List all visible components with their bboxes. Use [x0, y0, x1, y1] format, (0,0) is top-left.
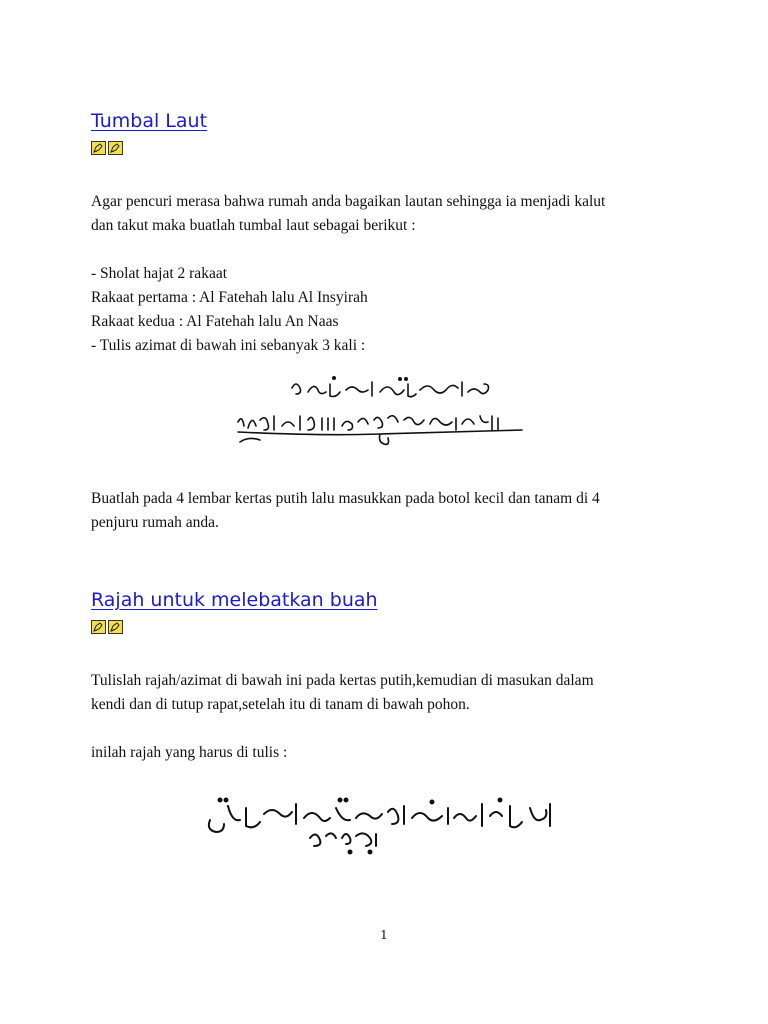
text-line: inilah rajah yang harus di tulis :	[91, 744, 288, 761]
pen-on-paper-icon	[91, 141, 106, 155]
text-line: Buatlah pada 4 lembar kertas putih lalu masukkan pada botol kecil dan tanam di 4	[91, 490, 600, 507]
azimat-handwriting-image	[230, 370, 530, 460]
text-line: Tulislah rajah/azimat di bawah ini pada kertas putih,kemudian di masukan dalam	[91, 672, 594, 689]
rajah-handwriting-image	[200, 790, 570, 860]
pen-on-paper-icon	[108, 141, 123, 155]
page-number: 1	[380, 928, 388, 942]
step-item: Rakaat pertama : Al Fatehah lalu Al Insyirah	[91, 289, 368, 306]
section-icons	[91, 620, 123, 634]
text-line: penjuru rumah anda.	[91, 514, 219, 531]
text-line: dan takut maka buatlah tumbal laut sebagai berikut :	[91, 217, 416, 234]
section-title-rajah-buah[interactable]: Rajah untuk melebatkan buah	[91, 589, 378, 611]
step-item: - Tulis azimat di bawah ini sebanyak 3 kali :	[91, 337, 366, 354]
text-line: Agar pencuri merasa bahwa rumah anda bagaikan lautan sehingga ia menjadi kalut	[91, 193, 606, 210]
text-line: kendi dan di tutup rapat,setelah itu di tanam di bawah pohon.	[91, 696, 470, 713]
section-title-tumbal-laut[interactable]: Tumbal Laut	[91, 110, 208, 132]
pen-on-paper-icon	[91, 620, 106, 634]
intro-paragraph	[91, 190, 691, 238]
outro-paragraph	[91, 487, 691, 535]
lead-line	[91, 741, 691, 765]
steps-list	[91, 262, 691, 358]
step-item: Rakaat kedua : Al Fatehah lalu An Naas	[91, 313, 339, 330]
section-icons	[91, 141, 123, 155]
instruction-paragraph	[91, 669, 691, 717]
step-item: - Sholat hajat 2 rakaat	[91, 265, 228, 282]
pen-on-paper-icon	[108, 620, 123, 634]
